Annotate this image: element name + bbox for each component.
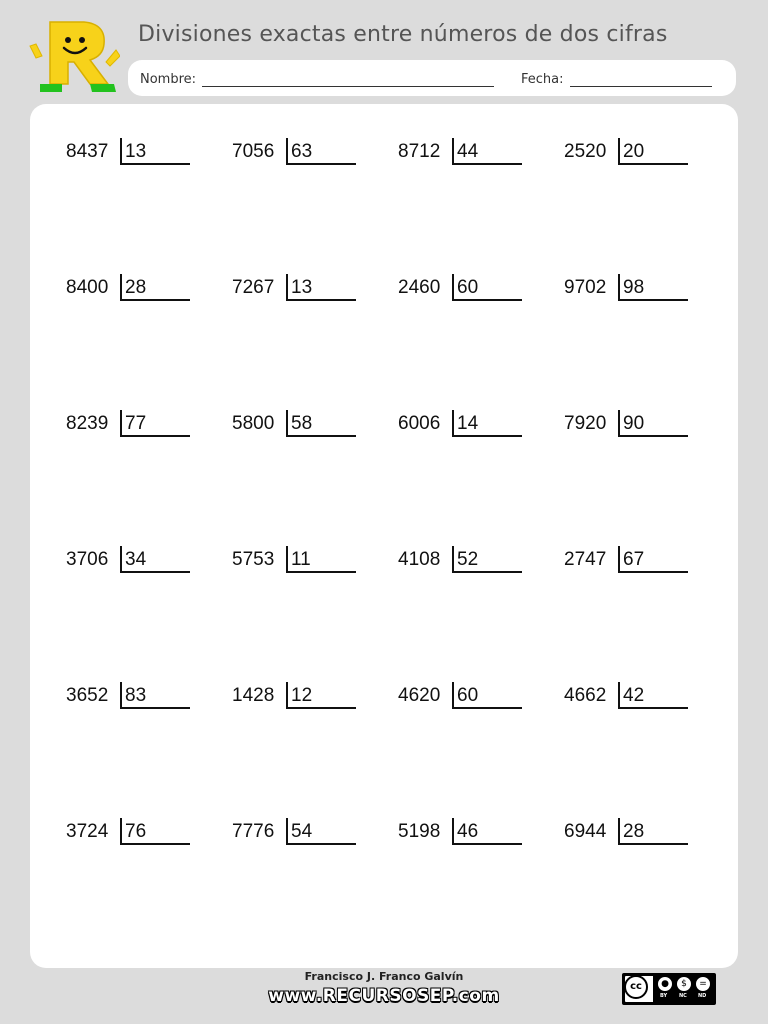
divisor: 28	[623, 821, 645, 842]
divisor: 83	[125, 685, 147, 706]
division-problem	[232, 814, 358, 854]
logo	[28, 18, 120, 98]
division-problem	[564, 814, 690, 854]
dividend: 8400	[66, 277, 109, 298]
dividend: 1428	[232, 685, 275, 706]
noderivatives-icon: =	[695, 976, 711, 992]
dividend: 2460	[398, 277, 441, 298]
dividend: 5800	[232, 413, 275, 434]
division-problem	[398, 814, 524, 854]
dividend: 2747	[564, 549, 607, 570]
dividend: 8437	[66, 141, 109, 162]
division-problem	[66, 542, 192, 582]
name-field[interactable]	[140, 72, 494, 87]
division-problem	[232, 406, 358, 446]
dividend: 5753	[232, 549, 275, 570]
divisor: 46	[457, 821, 479, 842]
divisor: 60	[457, 277, 479, 298]
divisor: 28	[125, 277, 147, 298]
divisor: 63	[291, 141, 313, 162]
date-line[interactable]	[570, 73, 712, 87]
dividend: 7920	[564, 413, 607, 434]
divisor: 44	[457, 141, 479, 162]
divisor: 13	[291, 277, 313, 298]
dividend: 8712	[398, 141, 441, 162]
dividend: 8239	[66, 413, 109, 434]
name-label: Nombre:	[140, 72, 197, 87]
division-problem	[66, 814, 192, 854]
dividend: 2520	[564, 141, 607, 162]
division-problem	[398, 542, 524, 582]
attribution-icon: ●	[657, 976, 673, 992]
divisor: 52	[457, 549, 479, 570]
cc-license-strip	[653, 974, 715, 1004]
division-problem	[398, 678, 524, 718]
division-problem	[232, 134, 358, 174]
divisor: 67	[623, 549, 645, 570]
dividend: 7267	[232, 277, 275, 298]
divisor: 90	[623, 413, 645, 434]
divisor: 77	[125, 413, 147, 434]
division-problem	[564, 134, 690, 174]
division-problem	[398, 270, 524, 310]
cc-icon: cc	[624, 975, 648, 999]
exercise-card	[30, 104, 738, 968]
dividend: 3706	[66, 549, 109, 570]
dividend: 7776	[232, 821, 275, 842]
divisor: 13	[125, 141, 147, 162]
license-label-by: BY	[660, 993, 668, 999]
license-label-nc: NC	[679, 993, 687, 999]
divisor: 14	[457, 413, 479, 434]
division-problem	[66, 678, 192, 718]
division-problem	[232, 542, 358, 582]
division-problem	[232, 678, 358, 718]
dividend: 5198	[398, 821, 441, 842]
dividend: 9702	[564, 277, 607, 298]
division-problem	[66, 134, 192, 174]
date-field[interactable]	[521, 72, 712, 87]
page-title: Divisiones exactas entre números de dos cifras	[138, 22, 668, 47]
division-problem	[66, 406, 192, 446]
division-problem	[564, 542, 690, 582]
division-problem	[564, 270, 690, 310]
noncommercial-icon: $	[676, 976, 692, 992]
license-label-nd: ND	[698, 993, 707, 999]
divisor: 58	[291, 413, 313, 434]
divisor: 42	[623, 685, 645, 706]
dividend: 6944	[564, 821, 607, 842]
division-problem	[564, 678, 690, 718]
divisor: 20	[623, 141, 645, 162]
divisor: 76	[125, 821, 147, 842]
student-info-bar	[128, 60, 736, 96]
name-line[interactable]	[202, 73, 494, 87]
creative-commons-badge	[622, 973, 716, 1005]
dividend: 4620	[398, 685, 441, 706]
division-problem	[232, 270, 358, 310]
divisor: 34	[125, 549, 147, 570]
divisor: 98	[623, 277, 645, 298]
divisor: 11	[291, 549, 311, 570]
dividend: 6006	[398, 413, 441, 434]
division-problem	[398, 134, 524, 174]
divisor: 12	[291, 685, 313, 706]
author-name: Francisco J. Franco Galvín	[304, 970, 464, 983]
divisor: 54	[291, 821, 313, 842]
division-problem	[564, 406, 690, 446]
dividend: 3652	[66, 685, 109, 706]
dividend: 7056	[232, 141, 275, 162]
dividend: 3724	[66, 821, 109, 842]
division-problem	[66, 270, 192, 310]
dividend: 4662	[564, 685, 607, 706]
dividend: 4108	[398, 549, 441, 570]
divisor: 60	[457, 685, 479, 706]
date-label: Fecha:	[521, 72, 564, 87]
division-problem	[398, 406, 524, 446]
website-link[interactable]: www.RECURSOSEP.com	[268, 986, 500, 1006]
